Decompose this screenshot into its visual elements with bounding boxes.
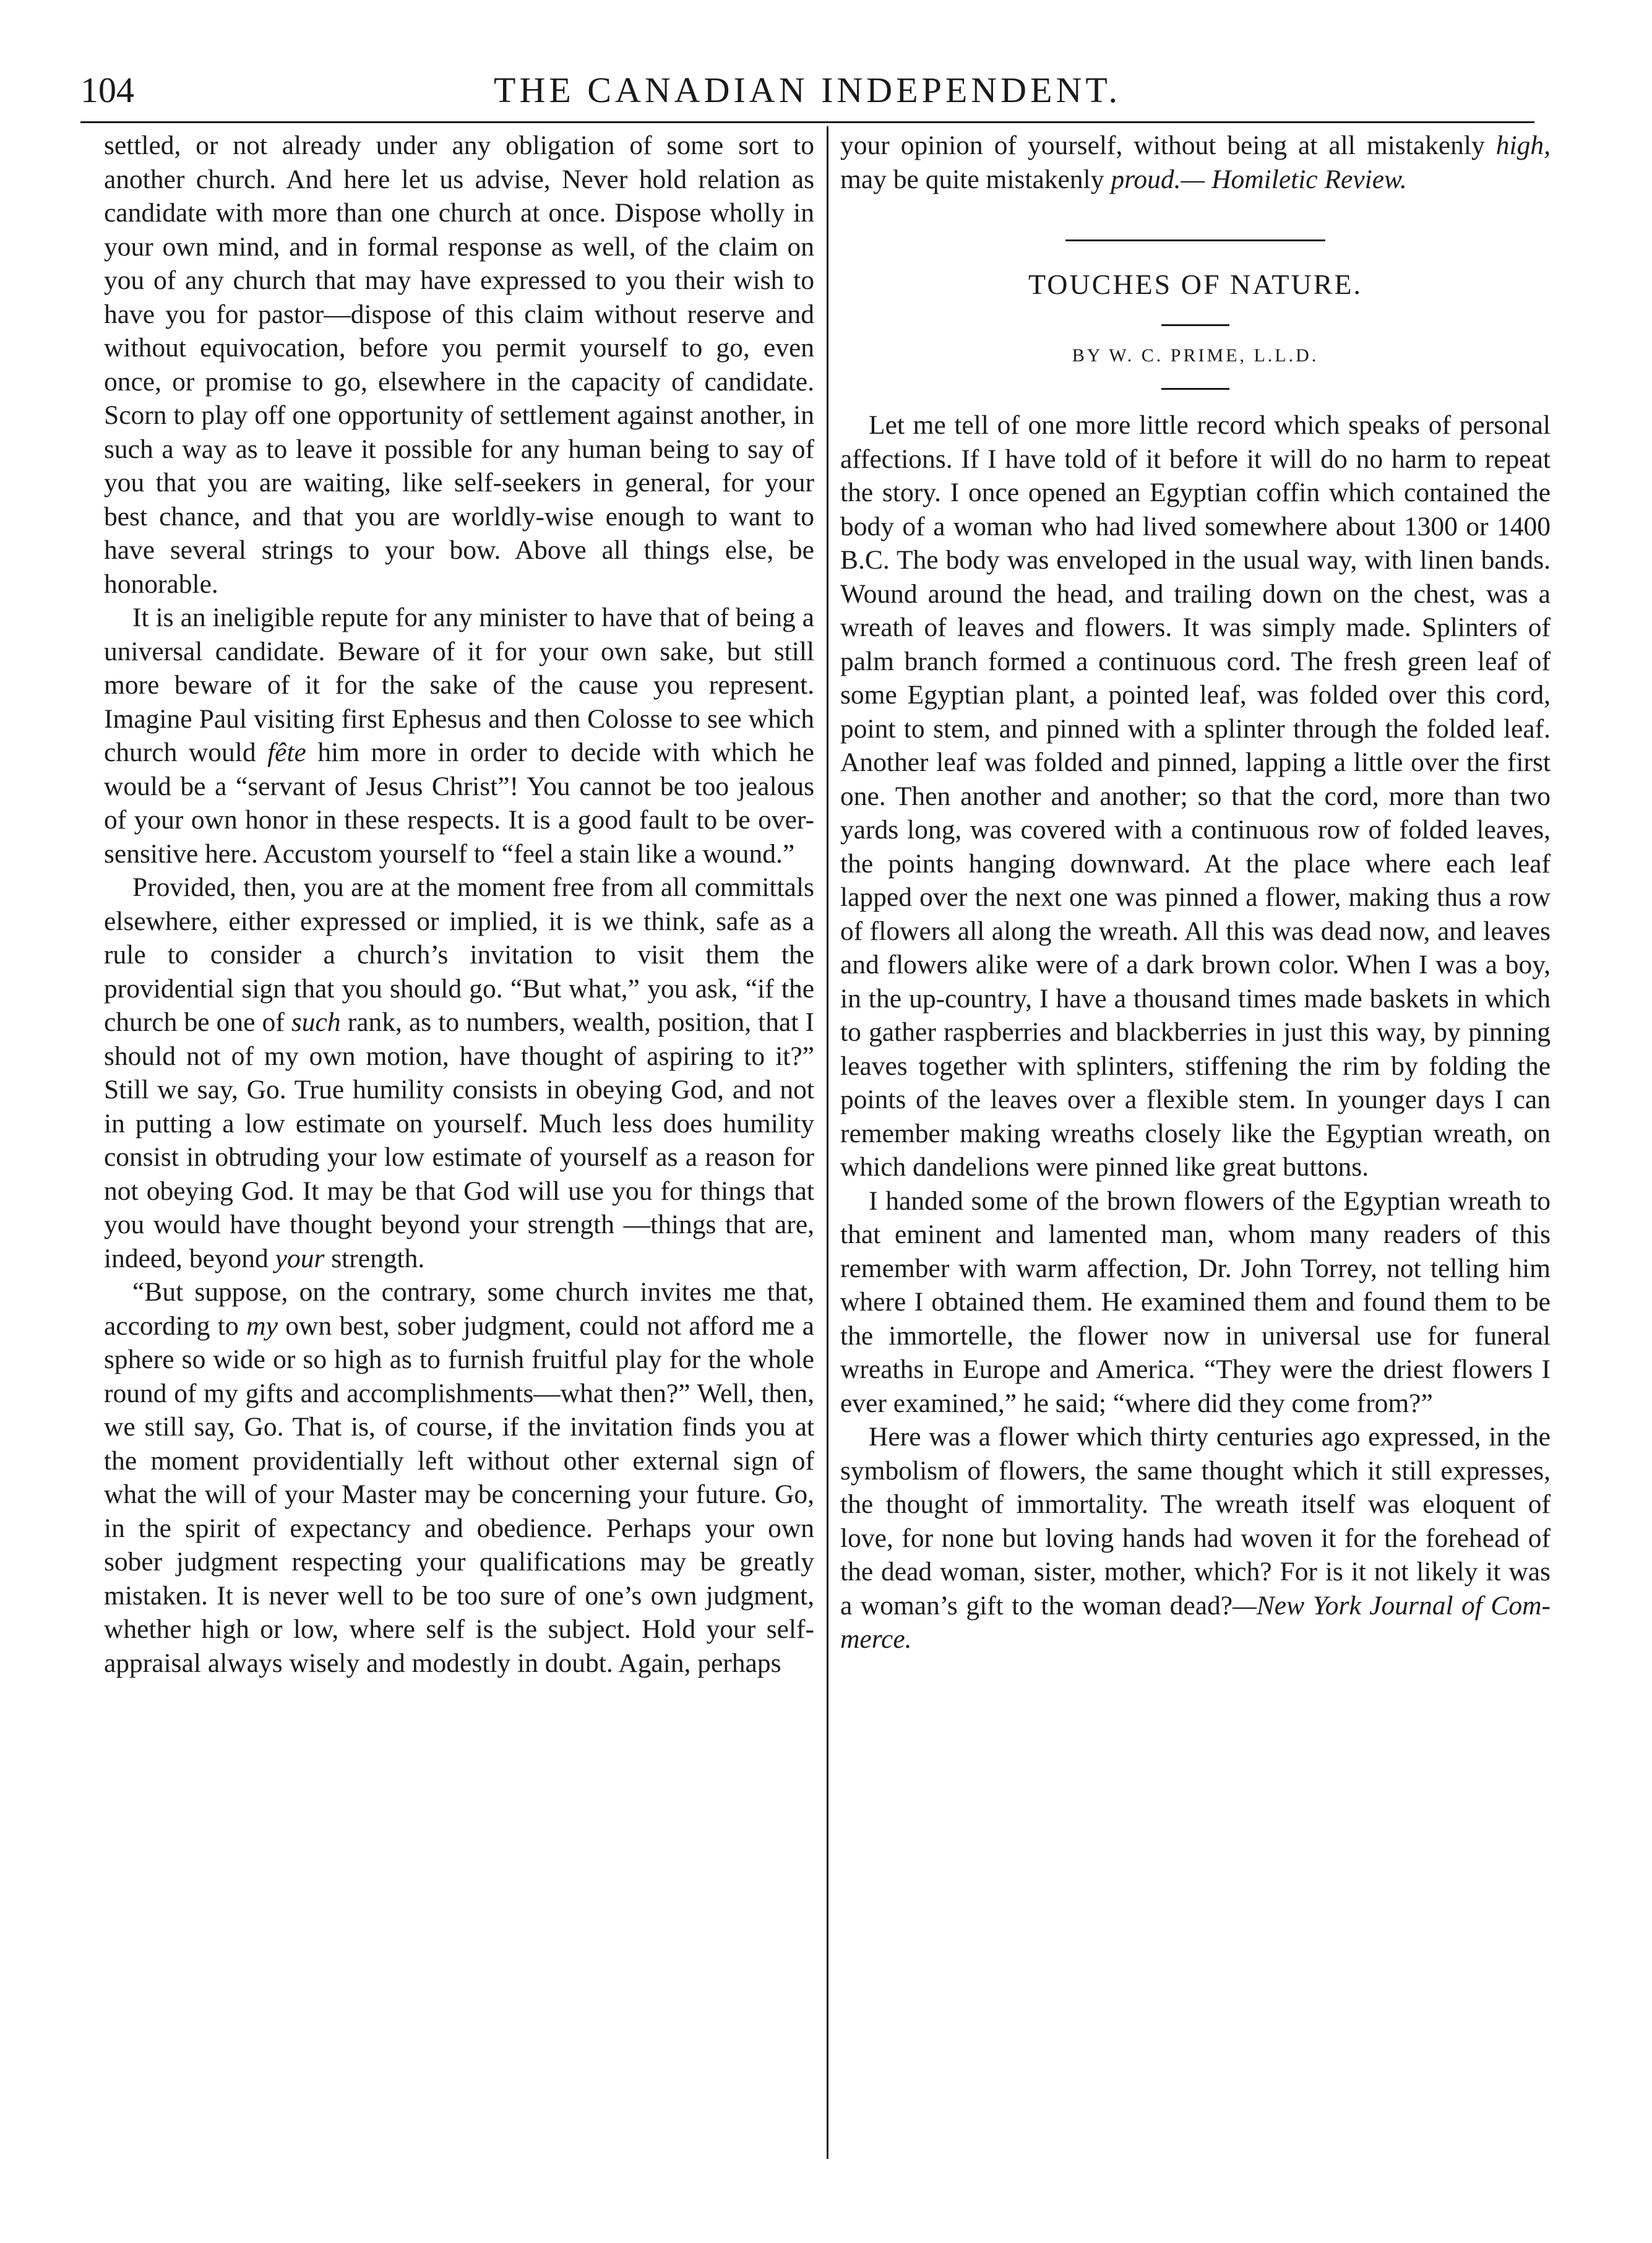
paragraph: I handed some of the brown flowers of the Egyptian wreath to that eminent and lamented man, whom many readers of this remember with warm affection, Dr. John Torrey, not telling him where I obtained them. He examined them and found them to be the immortelle, the flower now in universal use for funeral wreaths in Europe and America. “They were the driest flowers I ever examined,” he said; “where did they come from?” [840, 1186, 1551, 1418]
page-header [80, 67, 1534, 116]
byline-rule [1161, 388, 1229, 390]
left-column [104, 129, 814, 1680]
page-number: 104 [80, 70, 134, 110]
byline: BY W. C. PRIME, L.L.D. [1072, 345, 1319, 366]
title-rule [1161, 324, 1229, 326]
paragraph: “But suppose, on the contrary, some church invites me that, according to my own best, sober judgment, could not afford me a sphere so wide or so high as to furnish fruitful play for the whole round of my gifts and accomplishments—what then?” Well, then, we still say, Go. That is, of course, if the invitation finds you at the moment providentially left without other external sign of what the will of your Master may be concerning your future. Go, in the spirit of expectancy and obedience. Perhaps your own sober judgment respecting your qualifications may be greatly mistaken. It is never well to be too sure of one’s own judgment, whether high or low, where self is the subject. Hold your self-appraisal always wisely and modestly in doubt. Again, perhaps [104, 1277, 814, 1678]
paragraph: It is an ineligible repute for any minister to have that of being a universal candidate. Beware of it for your own sake, but still more beware of it for the sake of the cause you represent. Imagine Paul visiting first Ephesus and then Colosse to see which church would fête him more in order to decide with which he would be a “servant of Jesus Christ”! You cannot be too jealous of your own honor in these respects. It is a good fault to be over-sensitive here. Accustom yourself to “feel a stain like a wound.” [104, 603, 814, 869]
right-column [840, 129, 1551, 1656]
journal-title: THE CANADIAN INDEPENDENT. [494, 70, 1121, 110]
column-divider [827, 126, 828, 2159]
paragraph: Let me tell of one more little record which speaks of personal affections. If I have told of it before it will do no harm to repeat the story. I once opened an Egyptian coffin which contained the body of a woman who had lived somewhere about 1300 or 1400 B.C. The body was enveloped in the usual way, with linen bands. Wound around the head, and trailing down on the chest, was a wreath of leaves and flowers. It was simply made. Splinters of palm branch formed a continuous cord. The fresh green leaf of some Egyptian plant, a pointed leaf, was folded over this cord, point to stem, and pinned with a splinter through the folded leaf. Another leaf was folded and pinned, lapping a little over the first one. Then another and another; so that the cord, more than two yards long, was covered with a continuous row of folded leaves, the points hanging downward. At the place where each leaf lapped over the next one was pinned a flower, making thus a row of flowers all along the wreath. All this was dead now, and leaves and flowers alike were of a dark brown color. When I was a boy, in the up-country, I have a thousand times made baskets in which to gather raspberries and blackberries in just this way, by pinning leaves together with splinters, stiffening the rim by folding the points of the leaves over a flexible stem. In younger days I can remember making wreaths closely like the Egyptian wreath, on which dandelions were pinned like great buttons. [840, 410, 1551, 1182]
paragraph: your opinion of yourself, without being at all mistakenly high, may be quite mistakenly proud.— Homiletic Review. [840, 131, 1551, 194]
header-rule [80, 121, 1534, 123]
article-title: TOUCHES OF NATURE. [1028, 269, 1363, 300]
paragraph: settled, or not already under any obligation of some sort to another church. And here let us advise, Never hold relation as candidate with more than one church at once. Dispose wholly in your own mind, and in formal response as well, of the claim on you of any church that may have expressed to you their wish to have you for pastor—dispose of this claim without reserve and without equivocation, before you permit yourself to go, even once, or promise to go, elsewhere in the capacity of candidate. Scorn to play off one opportunity of settlement against another, in such a way as to leave it possible for any human being to say of you that you are waiting, like self-seekers in general, for your best chance, and that you are worldly-wise enough to want to have several strings to your bow. Above all things else, be honorable. [104, 131, 814, 599]
section-rule [1065, 239, 1325, 241]
paragraph: Here was a flower which thirty centuries ago expressed, in the symbolism of flowers, the same thought which it still expresses, the thought of immortality. The wreath itself was eloquent of love, for none but loving hands had woven it for the forehead of the dead woman, sister, mother, which? For is it not likely it was a woman’s gift to the woman dead?—New York Journal of Commerce. [840, 1422, 1551, 1654]
paragraph: Provided, then, you are at the moment free from all committals elsewhere, either expressed or implied, it is we think, safe as a rule to consider a church’s invitation to visit them the providential sign that you should go. “But what,” you ask, “if the church be one of such rank, as to numbers, wealth, position, that I should not of my own motion, have thought of aspiring to it?” Still we say, Go. True humility consists in obeying God, and not in putting a low estimate on yourself. Much less does humility consist in obtruding your low estimate of yourself as a reason for not obeying God. It may be that God will use you for things that you would have thought beyond your strength —things that are, indeed, beyond your strength. [104, 872, 814, 1273]
